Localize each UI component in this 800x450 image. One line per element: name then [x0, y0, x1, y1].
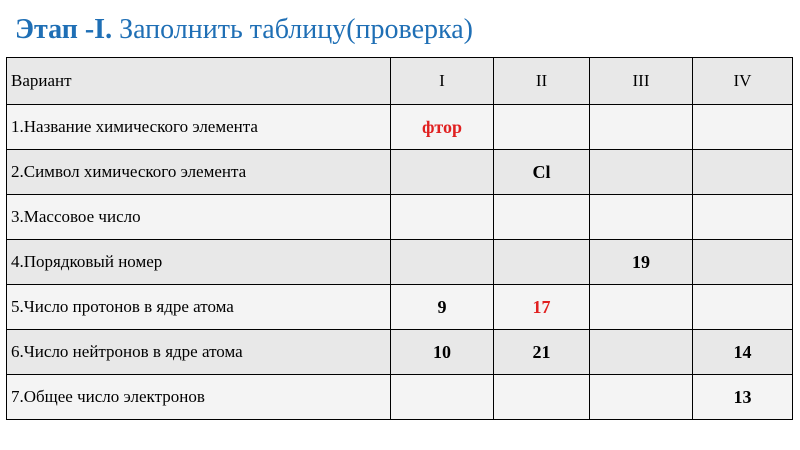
header-variant-1: I — [391, 58, 494, 105]
table-cell: 9 — [391, 285, 494, 330]
table-cell — [494, 240, 590, 285]
header-variant-4: IV — [693, 58, 793, 105]
table-cell: Cl — [494, 150, 590, 195]
header-variant: Вариант — [7, 58, 391, 105]
table-cell — [590, 150, 693, 195]
header-variant-3: III — [590, 58, 693, 105]
table-cell — [693, 240, 793, 285]
table-cell — [391, 375, 494, 420]
table-cell: 10 — [391, 330, 494, 375]
table-cell — [693, 285, 793, 330]
table-row — [7, 105, 793, 150]
table-cell: фтор — [391, 105, 494, 150]
table-cell: 19 — [590, 240, 693, 285]
title-task: Заполнить таблицу(проверка) — [112, 14, 473, 45]
table-row — [7, 285, 793, 330]
table-cell: 21 — [494, 330, 590, 375]
table-row — [7, 330, 793, 375]
table-cell — [494, 195, 590, 240]
row-label: 2.Символ химического элемента — [7, 150, 391, 195]
table-cell — [693, 150, 793, 195]
page-title — [15, 14, 473, 46]
table-row — [7, 195, 793, 240]
table-cell — [391, 150, 494, 195]
table-cell — [590, 105, 693, 150]
title-stage: Этап -I. — [15, 14, 113, 45]
row-label: 3.Массовое число — [7, 195, 391, 240]
table-row — [7, 150, 793, 195]
table-cell: 13 — [693, 375, 793, 420]
table-cell — [494, 105, 590, 150]
table-cell — [693, 105, 793, 150]
row-label: 1.Название химического элемента — [7, 105, 391, 150]
table-header-row — [7, 58, 793, 105]
table-cell: 17 — [494, 285, 590, 330]
table-cell — [391, 195, 494, 240]
table-row — [7, 375, 793, 420]
table-cell — [590, 375, 693, 420]
table-cell — [494, 375, 590, 420]
table-cell — [391, 240, 494, 285]
header-variant-2: II — [494, 58, 590, 105]
row-label: 6.Число нейтронов в ядре атома — [7, 330, 391, 375]
table-cell — [590, 285, 693, 330]
table-row — [7, 240, 793, 285]
table-cell — [693, 195, 793, 240]
table-cell — [590, 330, 693, 375]
row-label: 7.Общее число электронов — [7, 375, 391, 420]
table-cell — [590, 195, 693, 240]
row-label: 4.Порядковый номер — [7, 240, 391, 285]
table-cell: 14 — [693, 330, 793, 375]
elements-table — [6, 57, 793, 420]
row-label: 5.Число протонов в ядре атома — [7, 285, 391, 330]
